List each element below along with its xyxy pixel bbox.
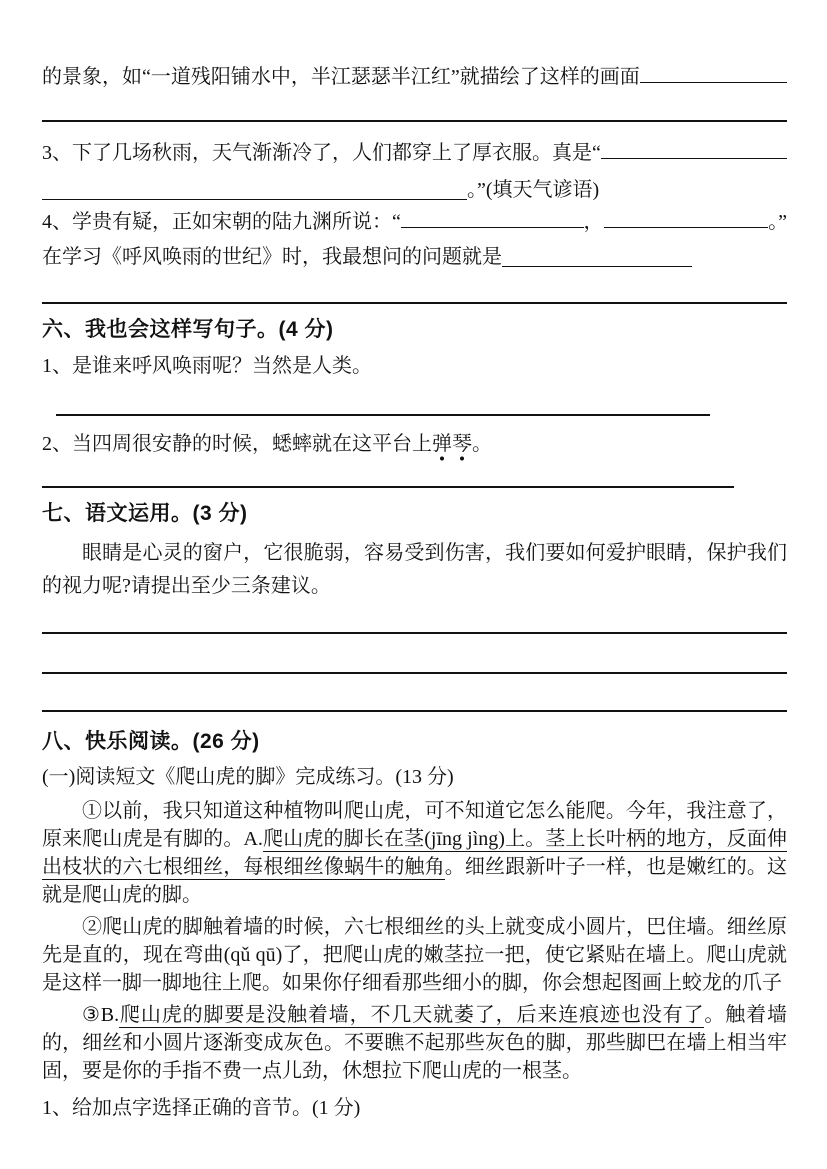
section-six-item-1: 1、是谁来呼风唤雨呢？当然是人类。: [42, 355, 372, 377]
passage-paragraph-3-pre: ③B.: [82, 1004, 120, 1026]
section-six-item-2-post: 。: [472, 433, 492, 455]
question-4-blank-1: [401, 227, 584, 228]
passage-paragraph-3-post: 。触着墙的，细丝和小圆片逐渐变成灰色。不要瞧不起那些灰色的脚，那些脚巴在墙上相当牢固，要是你的手指不费一点儿劲，休想拉下爬山虎的一根茎。: [42, 1004, 788, 1082]
reading-passage: [42, 797, 787, 1085]
fill-line-1-blank: [640, 82, 787, 83]
passage-paragraph-1-post: 。细丝跟新叶子一样，也是嫩红的。这就是爬山虎的脚。: [42, 856, 788, 906]
fill-line-1-text: 的景象，如“一道残阳铺水中，半江瑟瑟半江红”就描绘了这样的画面: [42, 66, 640, 88]
question-3-line-2: [42, 175, 787, 205]
question-3-blank-2: [42, 199, 467, 200]
reading-question-1: 1、给加点字选择正确的音节。(1 分): [42, 1097, 361, 1119]
passage-paragraph-2: ②爬山虎的脚触着墙的时候，六七根细丝的头上就变成小圆片，巴住墙。细丝原先是直的，现在弯曲(qǔ qū)了，把爬山虎的嫩茎拉一把，使它紧贴在墙上。爬山虎就是这样一脚一脚地往上爬。如果你仔细看那些细小的脚，你会想起图画上蛟龙的爪子: [42, 916, 787, 994]
section-eight-heading: 八、快乐阅读。(26 分): [42, 730, 260, 753]
section-six-answer-line-1: [56, 414, 710, 416]
question-3-text: 3、下了几场秋雨，天气渐渐冷了，人们都穿上了厚衣服。真是“: [42, 142, 601, 164]
question-3-suffix: 。”(填天气谚语): [467, 179, 600, 201]
section-seven-heading: 七、语文运用。(3 分): [42, 502, 248, 525]
section-seven-paragraph: 眼睛是心灵的窗户，它很脆弱，容易受到伤害，我们要如何爱护眼睛，保护我们的视力呢?请提出至少三条建议。: [42, 542, 787, 597]
section-six-item-2-pre: 2、当四周很安静的时候，蟋蟀就在这平台上: [42, 433, 432, 455]
fill-line-1: [42, 62, 787, 92]
section-six-answer-line-2: [42, 486, 734, 488]
question-4-text: 4、学贵有疑，正如宋朝的陆九渊所说：“: [42, 211, 401, 233]
passage-paragraph-3: [42, 1001, 787, 1085]
passage-paragraph-1-pre: ①以前，我只知道这种植物叫爬山虎，可不知道它怎么能爬。今年，我注意了，原来爬山虎是有脚的。A.: [42, 800, 787, 850]
question-4-close-quote: 。”: [768, 211, 787, 233]
question-4-blank-2: [604, 227, 769, 228]
question-4-comma: ，: [583, 211, 604, 233]
question-4-line-2: [42, 242, 787, 272]
question-4-line-2-text: 在学习《呼风唤雨的世纪》时，我最想问的问题就是: [42, 246, 502, 268]
section-seven-answer-line-3: [42, 710, 787, 712]
question-4-blank-3: [502, 266, 692, 267]
section-seven-answer-line-1: [42, 632, 787, 634]
answer-line-2: [42, 302, 787, 304]
section-six-item-2: [42, 429, 787, 459]
question-4-line-1: [42, 207, 787, 237]
answer-line-1: [42, 120, 787, 122]
question-3-blank-1: [601, 158, 787, 159]
passage-paragraph-1: [42, 797, 787, 909]
section-eight-subheading: (一)阅读短文《爬山虎的脚》完成练习。(13 分): [42, 766, 454, 788]
passage-underlined-a: 爬山虎的脚长在茎(jīng jìng)上。茎上长叶柄的地方，反面伸出枝状的六七根细丝，每根细丝像蜗牛的触角: [42, 828, 787, 878]
question-3-line-1: [42, 138, 787, 168]
passage-underlined-b: 爬山虎的脚要是没触着墙，不几天就萎了，后来连痕迹也没有了: [119, 1004, 705, 1026]
section-six-heading: 六、我也会这样写句子。(4 分): [42, 318, 334, 341]
section-seven-answer-line-2: [42, 672, 787, 674]
emphasized-word: 弹琴: [432, 433, 472, 461]
